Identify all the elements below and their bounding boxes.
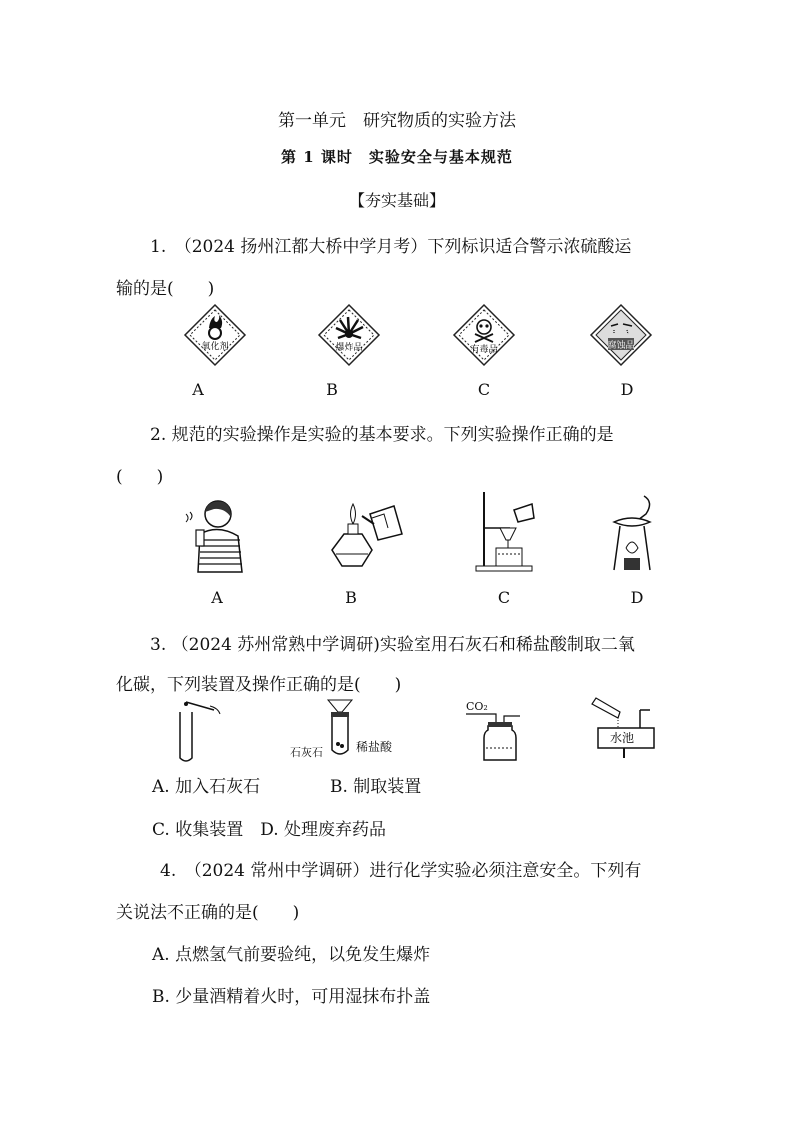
q1-stem-line1: 1. （2024 扬州江都大桥中学月考）下列标识适合警示浓硫酸运: [150, 237, 632, 257]
limestone-label: 石灰石: [290, 746, 323, 759]
q4-option-a: A. 点燃氢气前要验纯，以免发生爆炸: [152, 945, 431, 965]
sink-label: 水池: [610, 731, 635, 745]
q3-stem-line2: 化碳，下列装置及操作正确的是( ): [116, 675, 402, 695]
alcohol-lamp-lighting-icon: [322, 492, 406, 574]
waste-disposal-sink-icon: [590, 696, 662, 762]
q1-option-c-letter: C: [477, 380, 491, 399]
q3-stem-line1: 3. （2024 苏州常熟中学调研)实验室用石灰石和稀盐酸制取二氧: [150, 635, 635, 655]
q1-option-a-letter: A: [192, 380, 204, 399]
evaporating-dish-icon: [604, 492, 660, 574]
smelling-gas-icon: [178, 494, 258, 574]
q2-option-a-letter: A: [211, 588, 223, 607]
q1-stem-line2: 输的是( ): [116, 279, 215, 299]
sign-d-caption: 腐蚀品: [607, 341, 635, 351]
q3-option-a: A. 加入石灰石: [152, 777, 261, 797]
q2-option-b-letter: B: [345, 588, 357, 607]
adding-limestone-icon: [170, 698, 222, 764]
q2-stem-line1: 2. 规范的实验操作是实验的基本要求。下列实验操作正确的是: [150, 425, 614, 445]
sign-c-caption: 有毒品: [470, 345, 498, 355]
sign-a-caption: 氧化剂: [201, 342, 229, 352]
flame-over-circle-icon: [184, 304, 246, 366]
explosion-icon: [318, 304, 380, 366]
lesson-title: 第 1 课时 实验安全与基本规范: [281, 148, 513, 166]
q4-stem-line1: 4. （2024 常州中学调研）进行化学实验必须注意安全。下列有: [160, 861, 642, 881]
sign-b-caption: 爆炸品: [335, 343, 363, 353]
q2-option-d-letter: D: [630, 588, 644, 607]
q4-option-b: B. 少量酒精着火时，可用湿抹布扑盖: [152, 987, 431, 1007]
q1-option-d-letter: D: [620, 380, 634, 399]
q3-option-b: B. 制取装置: [330, 777, 422, 797]
skull-crossbones-icon: [453, 304, 515, 366]
unit-title: 第一单元 研究物质的实验方法: [278, 111, 516, 131]
q2-stem-line2: ( ): [116, 467, 164, 487]
q3-options-cd: C. 收集装置 D. 处理废弃药品: [152, 820, 387, 840]
dilute-acid-label: 稀盐酸: [356, 740, 393, 754]
generator-apparatus-icon: [320, 696, 360, 758]
q2-option-c-letter: C: [497, 588, 511, 607]
section-heading: 【夯实基础】: [348, 191, 445, 210]
co2-label: CO₂: [466, 700, 488, 713]
q1-option-b-letter: B: [326, 380, 338, 399]
corrosive-icon: [590, 304, 652, 366]
q4-stem-line2: 关说法不正确的是( ): [116, 903, 300, 923]
filtration-stand-icon: [470, 488, 540, 574]
gas-collection-bottle-icon: [466, 712, 526, 764]
